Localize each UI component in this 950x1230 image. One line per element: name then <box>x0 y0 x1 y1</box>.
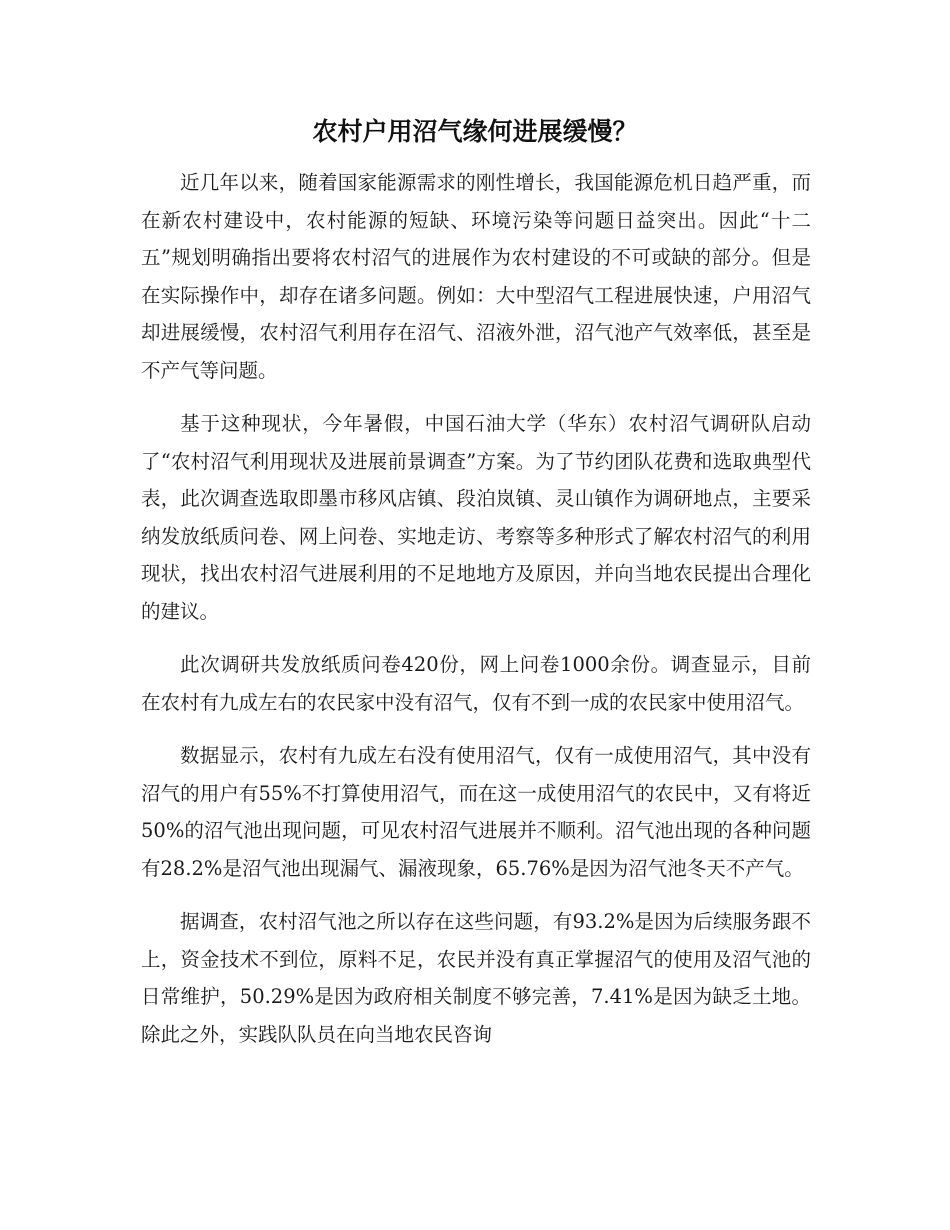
paragraph-3: 此次调研共发放纸质问卷420份，网上问卷1000余份。调查显示，目前在农村有九成左右的农民家中没有沼气，仅有不到一成的农民家中使用沼气。 <box>141 653 811 714</box>
paragraph-1: 近几年以来，随着国家能源需求的刚性增长，我国能源危机日趋严重，而在新农村建设中，农村能源的短缺、环境污染等问题日益突出。因此“十二五”规划明确指出要将农村沼气的进展作为农村建设的不可或缺的部分。但是在实际操作中，却存在诸多问题。例如：大中型沼气工程进展快速，户用沼气却进展缓慢，农村沼气利用存在沼气、沼液外泄，沼气池产气效率低，甚至是不产气等问题。 <box>141 171 811 382</box>
paragraph-5: 据调查，农村沼气池之所以存在这些问题，有93.2%是因为后续服务跟不上，资金技术不到位，原料不足，农民并没有真正掌握沼气的使用及沼气池的日常维护，50.29%是因为政府相关制度不够完善，7.41%是因为缺乏土地。除此之外，实践队队员在向当地农民咨询 <box>141 910 811 1046</box>
document-body <box>141 164 811 1069</box>
paragraph-2: 基于这种现状，今年暑假，中国石油大学（华东）农村沼气调研队启动了“农村沼气利用现状及进展前景调查”方案。为了节约团队花费和选取典型代表，此次调查选取即墨市移风店镇、段泊岚镇、灵山镇作为调研地点，主要采纳发放纸质问卷、网上问卷、实地走访、考察等多种形式了解农村沼气的利用现状，找出农村沼气进展利用的不足地地方及原因，并向当地农民提出合理化的建议。 <box>141 412 811 623</box>
paragraph-4: 数据显示，农村有九成左右没有使用沼气，仅有一成使用沼气，其中没有沼气的用户有55%不打算使用沼气，而在这一成使用沼气的农民中，又有将近50%的沼气池出现问题，可见农村沼气进展并不顺利。沼气池出现的各种问题有28.2%是沼气池出现漏气、漏液现象，65.76%是因为沼气池冬天不产气。 <box>141 744 811 880</box>
document-title: 农村户用沼气缘何进展缓慢？ <box>312 117 638 146</box>
